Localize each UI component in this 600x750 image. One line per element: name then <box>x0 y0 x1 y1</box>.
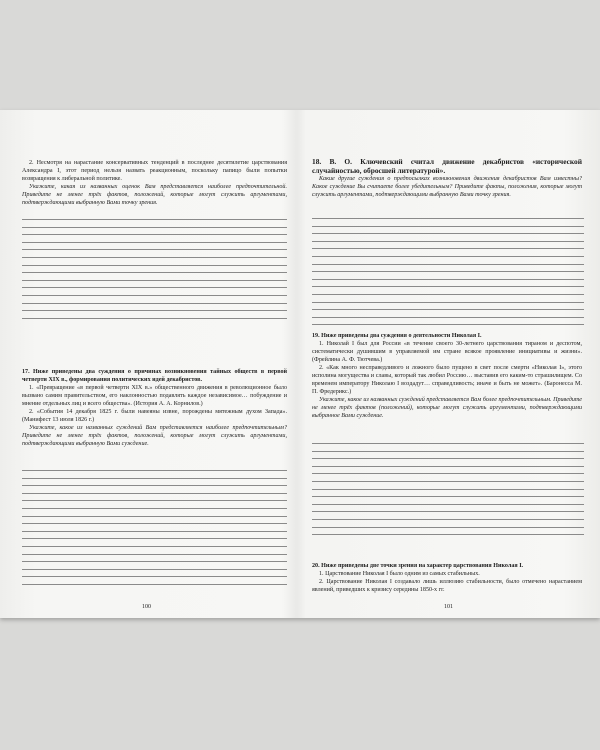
item-20-heading: 20. Ниже приведены две точки зрения на характер царствования Николая I. <box>312 563 524 569</box>
item-2-statement: 2. Несмотря на нарастание консервативных тенденций в последнее десятилетие царствования Александра I, этот период нельзя назвать реакционным, поскольку папицо были попытки возвращения к либеральной политике. <box>22 160 287 182</box>
item-20 <box>312 562 582 594</box>
item-19-heading: 19. Ниже приведены два суждения о деятельности Николая I. <box>312 333 482 339</box>
item-20-point-1: 1. Царствование Николая I было одним из самых стабильных. <box>319 571 480 577</box>
item-19-quote-2: 2. «Как много несправедливого и ложного было пущено в свет после смерти «Николая I», этого исполина могущества и славы, который так любил Россию… выставив его каким-то страшилищем. Со временем императору Николаю I воздадут… справедливость; иначе и быть не может». (Баронесса М. П. Фредерикс.) <box>312 365 582 395</box>
item-17-task: Укажите, какое из названных суждений Вам представляется наиболее предпочтительным? Приведите не менее трёх фактов, положений, которые могут служить аргументами, подтверждающими выбранную Вами суждение. <box>22 425 287 447</box>
item-17-quote-2: 2. «События 14 декабря 1825 г. были навеяны извне, порождены мятежным духом Запада». (Манифест 13 июля 1826 г.) <box>22 409 287 423</box>
item-19-task: Укажите, какое из названных суждений представляется Вам более предпочтительным. Приведите не менее трёх фактов (положений), которые могут служить аргументами, подтверждающими выбранное Вами суждение. <box>312 397 582 419</box>
item-18-task: Какие другие суждения о предпосылках возникновения движения декабристов Вам известны? Какое суждение Вы считаете более убедительным? Приведите факты, положения, которые могут служить аргументами, подтверждающими выбранную Вами точку зрения. <box>312 176 582 198</box>
item-19-quote-1: 1. Николай I был для России «в течение своего 30-летнего царствования тираном и деспотом, систематически душившим в управляемой им стране всякое проявление инициативы и жизни». (Фрейлина А. Ф. Тютчева.) <box>312 341 582 363</box>
book-spread <box>0 110 600 618</box>
answer-lines-item-2 <box>22 219 287 325</box>
item-20-point-2: 2. Царствование Николая I создавало лишь иллюзию стабильности, было отмечено нарастанием явлений, приведших к кризису середины 1850-х гг. <box>312 579 582 593</box>
item-2-task: Укажите, какая из названных оценок Вам представляется наиболее предпочтительной. Приведите не менее трёх фактов, положений, которые могут служить аргументами, подтверждающими выбранную Вами точку зрения. <box>22 184 287 206</box>
item-19 <box>312 332 582 420</box>
page-number-left: 100 <box>142 604 151 610</box>
item-18 <box>312 158 582 199</box>
item-18-heading: 18. В. О. Ключевский считал движение декабристов «исторической случайностью, обросшей литературой». <box>312 157 582 175</box>
page-number-right: 101 <box>444 604 453 610</box>
item-17-heading: 17. Ниже приведены два суждения о причинах возникновения тайных обществ в первой четверти XIX в., формирования политических идей декабристов. <box>22 369 287 383</box>
answer-lines-item-19 <box>312 443 584 542</box>
left-page <box>0 110 298 618</box>
item-17 <box>22 368 287 448</box>
item-17-quote-1: 1. «Превращение «в первой четверти XIX в.» общественного движения в революционное было вызвано самим правительством, его наклонностью подавлять каждое независимое… побуждение и мнение отдельных лиц и всего общества». (История А. А. Корнилов.) <box>22 385 287 407</box>
answer-lines-item-17 <box>22 470 287 592</box>
right-page <box>300 110 600 618</box>
item-2-text <box>22 159 287 207</box>
answer-lines-item-18 <box>312 218 584 332</box>
